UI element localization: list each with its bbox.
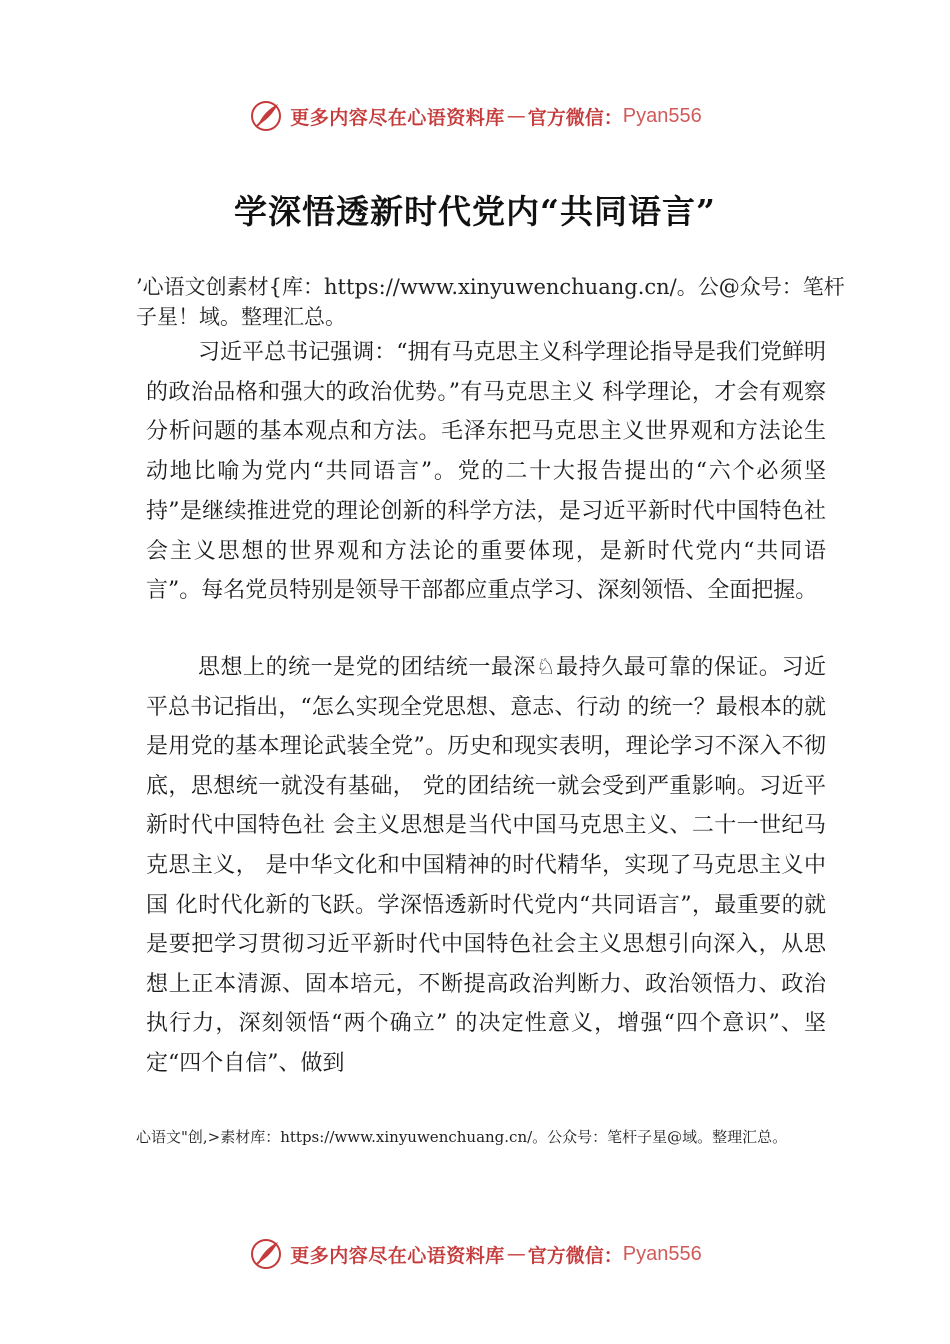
banner-wechat-label: 官方微信： [527,106,623,129]
banner-dash: — [506,1243,526,1265]
quill-pen-logo-icon [248,1236,284,1272]
bottom-banner [0,1232,950,1276]
quill-pen-logo-icon [248,98,284,134]
banner-dash: — [506,105,526,127]
source-line: ’心语文创素材{库：https://www.xinyuwenchuang.cn/。公@众号：笔杆子星！域。整理汇总。 [136,275,845,329]
banner-main-text: 更多内容尽在心语资料库 [290,1244,505,1267]
paragraph-1: 习近平总书记强调：“拥有马克思主义科学理论指导是我们党鲜明的政治品格和强大的政治优势。”有马克思主义 科学理论，才会有观察分析问题的基本观点和方法。毛泽东把马克思主义世界观和方法论生动地比喻为党内“共同语言”。党的二十大报告提出的“六个必须坚持”是继续推进党的理论创新的科学方法，是习近平新时代中国特色社会主义思想的世界观和方法论的重要体现，是新时代党内“共同语言”。每名党员特别是领导干部都应重点学习、深刻领悟、全面把握。 [146,340,826,604]
top-banner [0,94,950,138]
banner-wechat-label: 官方微信： [527,1244,623,1267]
paragraph-2: 思想上的统一是党的团结统一最深♘最持久最可靠的保证。习近平总书记指出，“怎么实现全党思想、意志、行动 的统一？最根本的就是用党的基本理论武装全党”。历史和现实表明，理论学习不深入不彻底，思想统一就没有基础， 党的团结统一就会受到严重影响。习近平新时代中国特色社 会主义思想是当代中国马克思主义、二十一世纪马克思主义， 是中华文化和中国精神的时代精华，实现了马克思主义中国 化时代化新的飞跃。学深悟透新时代党内“共同语言”，最重要的就是要把学习贯彻习近平新时代中国特色社会主义思想引向深入，从思想上正本清源、固本培元，不断提高政治判断力、政治领悟力、政治执行力，深刻领悟“两个确立” 的决定性意义，增强“四个意识”、坚定“四个自信”、做到 [146,655,826,1076]
banner-main-text: 更多内容尽在心语资料库 [290,106,505,129]
footnote: 心语文"创,>素材库：https://www.xinyuwenchuang.cn/。公众号：笔杆子星@域。整理汇总。 [136,1128,788,1146]
banner-wechat-id: Pyan556 [622,1242,702,1265]
document-title: 学深悟透新时代党内“共同语言” [234,192,716,231]
banner-wechat-id: Pyan556 [622,104,702,127]
